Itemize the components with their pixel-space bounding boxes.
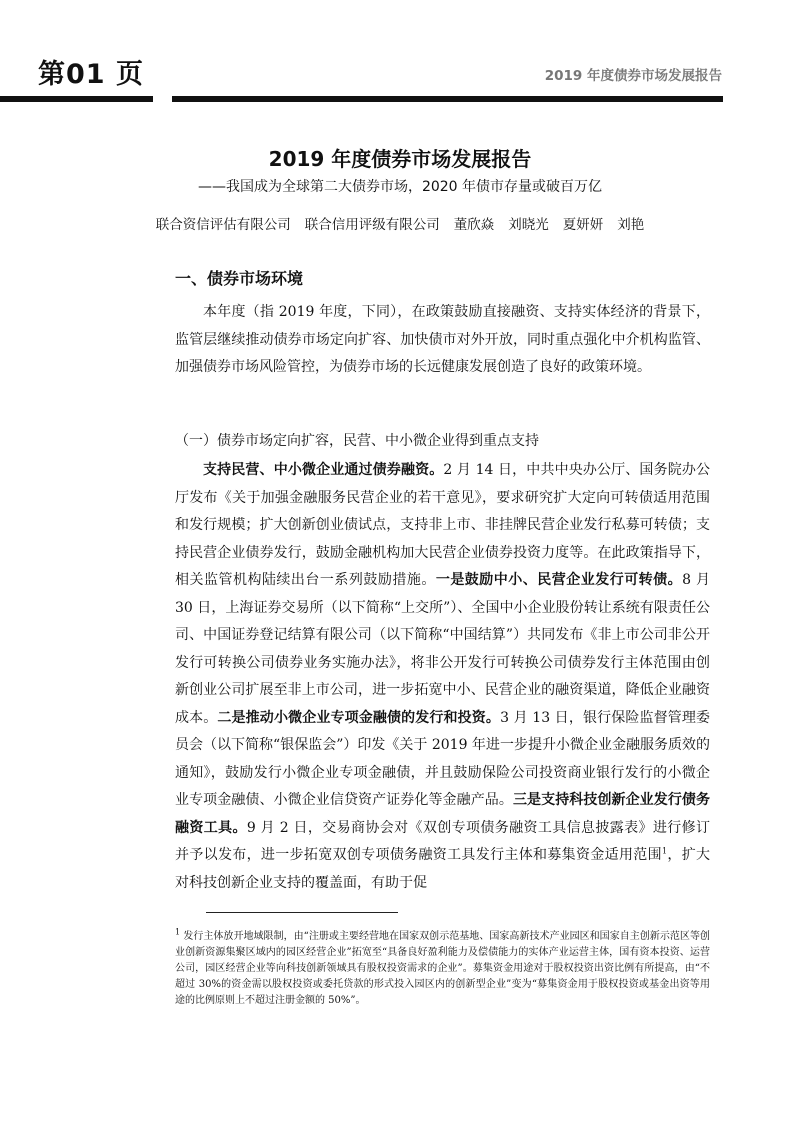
- body-text: 3 月 13 日，银行保险监督管理委员会（以下简称“银保监会”）印发《关于 2019 年进一步提升小微企业金融服务质效的通知》，鼓励发行小微企业专项金融债，并且鼓励保险公司投资商业银行发行的小微企业专项金融债、小微企业信贷资产证券化等金融产品。: [175, 709, 711, 808]
- footnote: [175, 929, 710, 1009]
- header-rule-left: [0, 96, 153, 102]
- footnote-reference[interactable]: 1: [661, 846, 668, 856]
- bold-lead: 一是鼓励中小、民营企业发行可转债。: [435, 572, 683, 588]
- author: 刘艳: [617, 217, 645, 233]
- subsection-heading: （一）债券市场定向扩容，民营、中小微企业得到重点支持: [175, 433, 539, 449]
- body-text: ，扩大对科技创新企业支持的覆盖面，有助于促: [175, 847, 711, 891]
- paragraph-policy-environment: 本年度（指 2019 年度，下同），在政策鼓励直接融资、支持实体经济的背景下，监管层继续推动债券市场定向扩容、加快债市对外开放，同时重点强化中介机构监管、加强债券市场风险管控，为债券市场的长远健康发展创造了良好的政策环境。: [175, 304, 710, 375]
- body-text: 8 月 30 日，上海证券交易所（以下简称“上交所”）、全国中小企业股份转让系统有限责任公司、中国证券登记结算有限公司（以下简称“中国结算”）共同发布《非上市公司非公开发行可转换公司债券业务实施办法》，将非公开发行可转换公司债券发行主体范围由创新创业公司扩展至非上市公司，进一步拓宽中小、民营企业的融资渠道，降低企业融资成本。: [175, 572, 711, 726]
- body-text: 2 月 14 日，中共中央办公厅、国务院办公厅发布《关于加强金融服务民营企业的若干意见》，要求研究扩大定向可转债适用范围和发行规模；扩大创新创业债试点，支持非上市、非挂牌民营企业发行私募可转债；支持民营企业债券发行，鼓励金融机构加大民营企业债券投资力度等。在此政策指导下，相关监管机构陆续出台一系列鼓励措施。: [175, 462, 710, 588]
- paragraph-market-expansion: [175, 457, 710, 897]
- author: 夏妍妍: [562, 217, 604, 233]
- author: 董欣焱: [453, 217, 495, 233]
- report-subtitle: ——我国成为全球第二大债券市场，2020 年债市存量或破百万亿: [197, 179, 603, 195]
- footnote-divider: [206, 912, 398, 913]
- author: 联合资信评估有限公司: [155, 217, 291, 233]
- body-text: 9 月 2 日，交易商协会对《双创专项债务融资工具信息披露表》进行修订并予以发布，进一步拓宽双创专项债务融资工具发行主体和募集资金适用范围: [175, 819, 710, 863]
- footnote-marker: 1: [175, 927, 181, 937]
- author: 刘晓光: [508, 217, 549, 233]
- author: 联合信用评级有限公司: [304, 217, 440, 233]
- bold-lead: 支持民营、中小微企业通过债券融资。: [203, 462, 444, 478]
- bold-lead: 二是推动小微企业专项金融债的发行和投资。: [217, 709, 501, 726]
- bold-lead: 三是支持科技创新企业发行债务融资工具。: [175, 792, 711, 836]
- page-number: 第01 页: [38, 59, 144, 90]
- report-title: 2019 年度债券市场发展报告: [268, 147, 532, 171]
- author-list: [0, 213, 800, 233]
- header-rule-right: [172, 96, 723, 102]
- section-heading: 一、债券市场环境: [175, 269, 304, 288]
- running-title: 2019 年度债券市场发展报告: [544, 68, 722, 84]
- footnote-text: 发行主体放开地域限制，由“注册或主要经营地在国家双创示范基地、国家高新技术产业园区和国家自主创新示范区等创业创新资源集聚区域内的园区经营企业”拓宽至“具备良好盈利能力及偿债能力的实体产业运营主体，国有资本投资、运营公司，园区经营企业等向科技创新领域具有股权投资需求的企业”。募集资金用途对于股权投资出资比例有所提高，由“不超过 30%的资金需以股权投资或委托贷款的形式投入园区内的创新型企业”变为“募集资金用于股权投资或基金出资等用途的比例原则上不超过注册金额的 50%”。: [175, 931, 710, 1006]
